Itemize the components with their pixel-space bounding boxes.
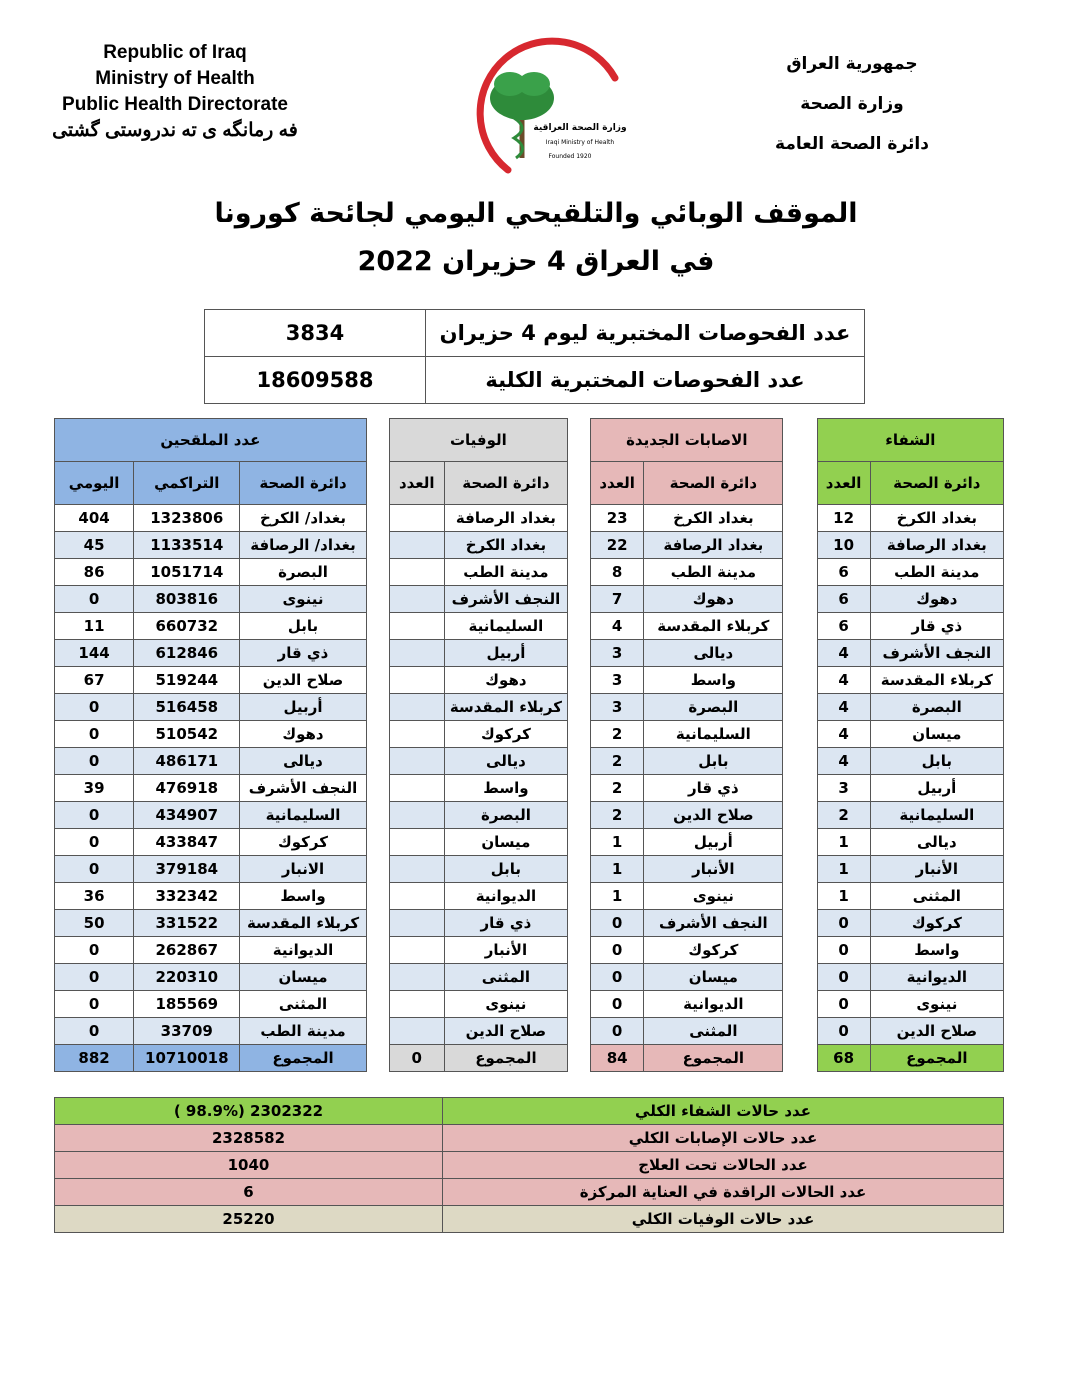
cell-vax-directorate: السليمانية [240,802,366,829]
cell-vax-directorate: ميسان [240,964,366,991]
cell-case-directorate: ميسان [644,964,783,991]
cell-rec-count: 4 [817,721,870,748]
cell-case-count: 0 [591,937,644,964]
summary-row [55,1125,1004,1152]
cell-rec-directorate: النجف الأشرف [870,640,1003,667]
table-row [55,559,1004,586]
cell-vax-cumulative: 331522 [134,910,240,937]
header-ar-line: وزارة الصحة [800,94,904,114]
table-row [55,532,1004,559]
cell-vax-daily: 0 [55,721,134,748]
summary-label: عدد الحالات تحت العلاج [443,1152,1004,1179]
header-arabic [752,44,952,164]
col-vax-directorate: دائرة الصحة [240,462,366,505]
cell-case-directorate: السليمانية [644,721,783,748]
cell-vax-daily: 0 [55,748,134,775]
cell-case-count: 2 [591,775,644,802]
cell-rec-count: 4 [817,694,870,721]
cell-death-directorate: كركوك [444,721,567,748]
cell-death-directorate: ميسان [444,829,567,856]
cell-case-directorate: النجف الأشرف [644,910,783,937]
cell-death-directorate: كربلاء المقدسة [444,694,567,721]
table-row [55,910,1004,937]
cell-rec-directorate: دهوك [870,586,1003,613]
total-recovered: 68 [817,1045,870,1072]
cell-death-count [389,667,444,694]
cell-case-directorate: ذي قار [644,775,783,802]
cell-vax-cumulative: 220310 [134,964,240,991]
cell-vax-cumulative: 1133514 [134,532,240,559]
cell-vax-cumulative: 510542 [134,721,240,748]
table-row [55,775,1004,802]
total-tests-label: عدد الفحوصات المختبرية الكلية [426,357,865,404]
cell-vax-cumulative: 612846 [134,640,240,667]
cell-rec-directorate: ميسان [870,721,1003,748]
cell-vax-directorate: مدينة الطب [240,1018,366,1045]
cell-rec-count: 12 [817,505,870,532]
page-subtitle: في العراق 4 حزيران 2022 [357,246,715,277]
cell-rec-count: 6 [817,586,870,613]
cell-vax-directorate: الديوانية [240,937,366,964]
col-case-count: العدد [591,462,644,505]
cell-death-count [389,586,444,613]
cell-rec-directorate: بابل [870,748,1003,775]
logo-name-en: Iraqi Ministry of Health [545,139,615,146]
cell-vax-daily: 0 [55,586,134,613]
cell-vax-daily: 67 [55,667,134,694]
header-kurdish-line: فه رمانگه ی ته ندروستی گشتی [52,120,298,141]
cell-case-count: 2 [591,721,644,748]
table-row [55,613,1004,640]
summary-value: 2328582 [55,1125,443,1152]
cell-vax-cumulative: 433847 [134,829,240,856]
cell-rec-count: 0 [817,964,870,991]
cell-vax-directorate: النجف الأشرف [240,775,366,802]
cell-vax-daily: 0 [55,829,134,856]
cell-vax-cumulative: 1323806 [134,505,240,532]
cell-case-directorate: المثنى [644,1018,783,1045]
cell-vax-daily: 0 [55,694,134,721]
cell-case-directorate: كربلاء المقدسة [644,613,783,640]
logo-founded: Founded 1920 [548,153,592,160]
cell-rec-count: 4 [817,748,870,775]
cell-vax-cumulative: 1051714 [134,559,240,586]
cell-death-directorate: مدينة الطب [444,559,567,586]
cell-death-count [389,910,444,937]
cell-vax-directorate: المثنى [240,991,366,1018]
cell-death-directorate: بغداد الكرخ [444,532,567,559]
daily-tests-value: 3834 [205,310,426,357]
cell-case-count: 0 [591,991,644,1018]
cell-rec-directorate: أربيل [870,775,1003,802]
cell-vax-daily: 45 [55,532,134,559]
cell-vax-daily: 144 [55,640,134,667]
cell-death-count [389,505,444,532]
cell-vax-daily: 0 [55,802,134,829]
cell-vax-directorate: واسط [240,883,366,910]
cell-case-count: 2 [591,748,644,775]
cell-vax-daily: 0 [55,856,134,883]
cell-death-count [389,748,444,775]
total-vax-cumulative: 10710018 [134,1045,240,1072]
cell-death-directorate: ذي قار [444,910,567,937]
cell-vax-daily: 11 [55,613,134,640]
header-ar-line: جمهورية العراق [786,54,918,74]
cell-vax-cumulative: 185569 [134,991,240,1018]
cell-case-directorate: بغداد الكرخ [644,505,783,532]
summary-row [55,1206,1004,1233]
cell-rec-directorate: ذي قار [870,613,1003,640]
cell-death-directorate: الديوانية [444,883,567,910]
cell-case-count: 3 [591,667,644,694]
total-tests-value: 18609588 [205,357,426,404]
cell-death-count [389,802,444,829]
cell-vax-cumulative: 803816 [134,586,240,613]
cell-death-count [389,721,444,748]
total-vax-daily: 882 [55,1045,134,1072]
table-row [55,748,1004,775]
cell-case-directorate: بغداد الرصافة [644,532,783,559]
cell-vax-daily: 50 [55,910,134,937]
col-rec-directorate: دائرة الصحة [870,462,1003,505]
cell-death-count [389,613,444,640]
header-en-line: Republic of Iraq [103,42,247,63]
total-cases-label: المجموع [644,1045,783,1072]
total-cases: 84 [591,1045,644,1072]
cell-vax-directorate: نينوى [240,586,366,613]
cell-rec-directorate: الأنبار [870,856,1003,883]
cell-rec-count: 10 [817,532,870,559]
cell-rec-directorate: الديوانية [870,964,1003,991]
table-row [55,694,1004,721]
cell-vax-daily: 86 [55,559,134,586]
cell-vax-directorate: البصرة [240,559,366,586]
cell-rec-directorate: بغداد الكرخ [870,505,1003,532]
total-vax-label: المجموع [240,1045,366,1072]
summary-value: 1040 [55,1152,443,1179]
deaths-header: الوفيات [389,419,567,462]
col-death-directorate: دائرة الصحة [444,462,567,505]
cell-vax-directorate: دهوك [240,721,366,748]
total-tests-row [205,357,865,404]
cell-case-count: 2 [591,802,644,829]
table-row [55,1018,1004,1045]
cell-death-count [389,694,444,721]
cell-case-count: 23 [591,505,644,532]
page-title: الموقف الوبائي والتلقيحي اليومي لجائحة كورونا [214,198,858,229]
cell-case-count: 8 [591,559,644,586]
cell-vax-cumulative: 519244 [134,667,240,694]
cell-death-count [389,856,444,883]
cell-vax-directorate: بغداد/ الكرخ [240,505,366,532]
cell-case-directorate: البصرة [644,694,783,721]
cell-case-count: 3 [591,640,644,667]
cell-death-count [389,829,444,856]
ministry-logo [430,18,640,188]
summary-label: عدد الحالات الراقدة في العناية المركزة [443,1179,1004,1206]
cell-case-directorate: ديالى [644,640,783,667]
cell-case-directorate: مدينة الطب [644,559,783,586]
cell-vax-cumulative: 262867 [134,937,240,964]
cell-vax-directorate: صلاح الدين [240,667,366,694]
cell-death-directorate: السليمانية [444,613,567,640]
col-vax-cumulative: التراكمي [134,462,240,505]
cell-death-count [389,532,444,559]
table-row [55,721,1004,748]
cell-case-count: 4 [591,613,644,640]
cell-death-count [389,559,444,586]
cell-death-directorate: دهوك [444,667,567,694]
cell-vax-cumulative: 379184 [134,856,240,883]
cell-rec-count: 2 [817,802,870,829]
cell-case-directorate: أربيل [644,829,783,856]
table-row [55,964,1004,991]
cell-vax-daily: 0 [55,991,134,1018]
cell-vax-cumulative: 516458 [134,694,240,721]
table-row [55,991,1004,1018]
cell-vax-daily: 39 [55,775,134,802]
summary-row [55,1098,1004,1125]
cell-vax-cumulative: 332342 [134,883,240,910]
cell-vax-directorate: الانبار [240,856,366,883]
header-en-line: Ministry of Health [95,68,255,89]
cell-death-count [389,937,444,964]
summary-table [54,1097,1004,1233]
cell-vax-cumulative: 33709 [134,1018,240,1045]
cell-case-count: 0 [591,964,644,991]
cell-death-directorate: صلاح الدين [444,1018,567,1045]
cell-death-directorate: أربيل [444,640,567,667]
cell-case-directorate: نينوى [644,883,783,910]
header-english [40,40,310,144]
cell-death-count [389,883,444,910]
cell-case-directorate: الأنبار [644,856,783,883]
cell-rec-directorate: كركوك [870,910,1003,937]
cell-vax-cumulative: 486171 [134,748,240,775]
cell-rec-directorate: السليمانية [870,802,1003,829]
table-row [55,883,1004,910]
cell-death-directorate: بغداد الرصافة [444,505,567,532]
cell-death-directorate: واسط [444,775,567,802]
summary-label: عدد حالات الشفاء الكلي [443,1098,1004,1125]
cell-case-count: 1 [591,856,644,883]
header-ar-line: دائرة الصحة العامة [775,134,929,154]
cell-rec-directorate: واسط [870,937,1003,964]
cell-rec-count: 0 [817,1018,870,1045]
cell-vax-cumulative: 434907 [134,802,240,829]
cell-vax-cumulative: 660732 [134,613,240,640]
daily-tests-row [205,310,865,357]
total-recovered-label: المجموع [870,1045,1003,1072]
cell-case-count: 0 [591,910,644,937]
table-row [55,586,1004,613]
summary-row [55,1152,1004,1179]
total-deaths: 0 [389,1045,444,1072]
cell-rec-count: 6 [817,559,870,586]
cell-death-count [389,991,444,1018]
table-row [55,856,1004,883]
cell-case-count: 7 [591,586,644,613]
cell-vax-directorate: ذي قار [240,640,366,667]
total-deaths-label: المجموع [444,1045,567,1072]
col-death-count: العدد [389,462,444,505]
cell-rec-directorate: كربلاء المقدسة [870,667,1003,694]
cell-case-directorate: بابل [644,748,783,775]
cell-vax-directorate: كربلاء المقدسة [240,910,366,937]
table-row [55,667,1004,694]
cell-rec-directorate: المثنى [870,883,1003,910]
summary-label: عدد حالات الوفيات الكلي [443,1206,1004,1233]
cell-rec-count: 1 [817,883,870,910]
cell-case-count: 1 [591,883,644,910]
cell-vax-daily: 404 [55,505,134,532]
cell-vax-directorate: كركوك [240,829,366,856]
col-vax-daily: اليومي [55,462,134,505]
cell-death-directorate: النجف الأشرف [444,586,567,613]
cell-case-count: 0 [591,1018,644,1045]
table-row [55,937,1004,964]
cell-vax-directorate: بغداد/ الرصافة [240,532,366,559]
cell-death-count [389,640,444,667]
cell-vax-daily: 0 [55,1018,134,1045]
cell-case-directorate: الديوانية [644,991,783,1018]
logo-name-ar: وزارة الصحة العراقية [533,123,627,133]
cell-death-count [389,1018,444,1045]
summary-label: عدد حالات الإصابات الكلي [443,1125,1004,1152]
cell-case-directorate: كركوك [644,937,783,964]
cell-vax-daily: 0 [55,937,134,964]
cell-rec-count: 0 [817,991,870,1018]
daily-tests-label: عدد الفحوصات المختبرية ليوم 4 حزيران [426,310,865,357]
cell-vax-directorate: بابل [240,613,366,640]
recovered-header: الشفاء [817,419,1003,462]
cell-death-directorate: المثنى [444,964,567,991]
daily-status-table [54,418,1004,1072]
col-case-directorate: دائرة الصحة [644,462,783,505]
cell-rec-count: 4 [817,667,870,694]
cell-vax-cumulative: 476918 [134,775,240,802]
cell-rec-count: 3 [817,775,870,802]
cell-death-directorate: البصرة [444,802,567,829]
summary-row [55,1179,1004,1206]
cell-death-directorate: نينوى [444,991,567,1018]
cell-death-count [389,775,444,802]
cell-death-count [389,964,444,991]
cell-case-count: 22 [591,532,644,559]
cell-case-count: 1 [591,829,644,856]
cell-death-directorate: بابل [444,856,567,883]
cell-rec-directorate: مدينة الطب [870,559,1003,586]
col-rec-count: العدد [817,462,870,505]
vaccinated-header: عدد الملقحين [55,419,367,462]
header-en-line: Public Health Directorate [62,94,288,115]
cell-rec-count: 4 [817,640,870,667]
table-row [55,829,1004,856]
lab-tests-table [204,309,865,404]
category-header-row [55,419,1004,462]
cell-rec-count: 0 [817,937,870,964]
table-row [55,640,1004,667]
cell-rec-directorate: نينوى [870,991,1003,1018]
column-header-row [55,462,1004,505]
cell-case-directorate: دهوك [644,586,783,613]
cell-death-directorate: الأنبار [444,937,567,964]
cell-rec-count: 1 [817,829,870,856]
table-row [55,802,1004,829]
cell-rec-directorate: ديالى [870,829,1003,856]
cell-vax-directorate: ديالى [240,748,366,775]
cell-rec-count: 1 [817,856,870,883]
cell-case-directorate: واسط [644,667,783,694]
cell-case-directorate: صلاح الدين [644,802,783,829]
cell-vax-daily: 36 [55,883,134,910]
cell-rec-count: 6 [817,613,870,640]
cell-rec-directorate: البصرة [870,694,1003,721]
cell-death-directorate: ديالى [444,748,567,775]
cell-vax-daily: 0 [55,964,134,991]
summary-value: 25220 [55,1206,443,1233]
cell-rec-directorate: صلاح الدين [870,1018,1003,1045]
summary-value: ( 98.9%) 2302322 [55,1098,443,1125]
new-cases-header: الاصابات الجديدة [591,419,783,462]
cell-vax-directorate: أربيل [240,694,366,721]
totals-row [55,1045,1004,1072]
cell-rec-count: 0 [817,910,870,937]
cell-rec-directorate: بغداد الرصافة [870,532,1003,559]
table-row [55,505,1004,532]
cell-case-count: 3 [591,694,644,721]
summary-value: 6 [55,1179,443,1206]
